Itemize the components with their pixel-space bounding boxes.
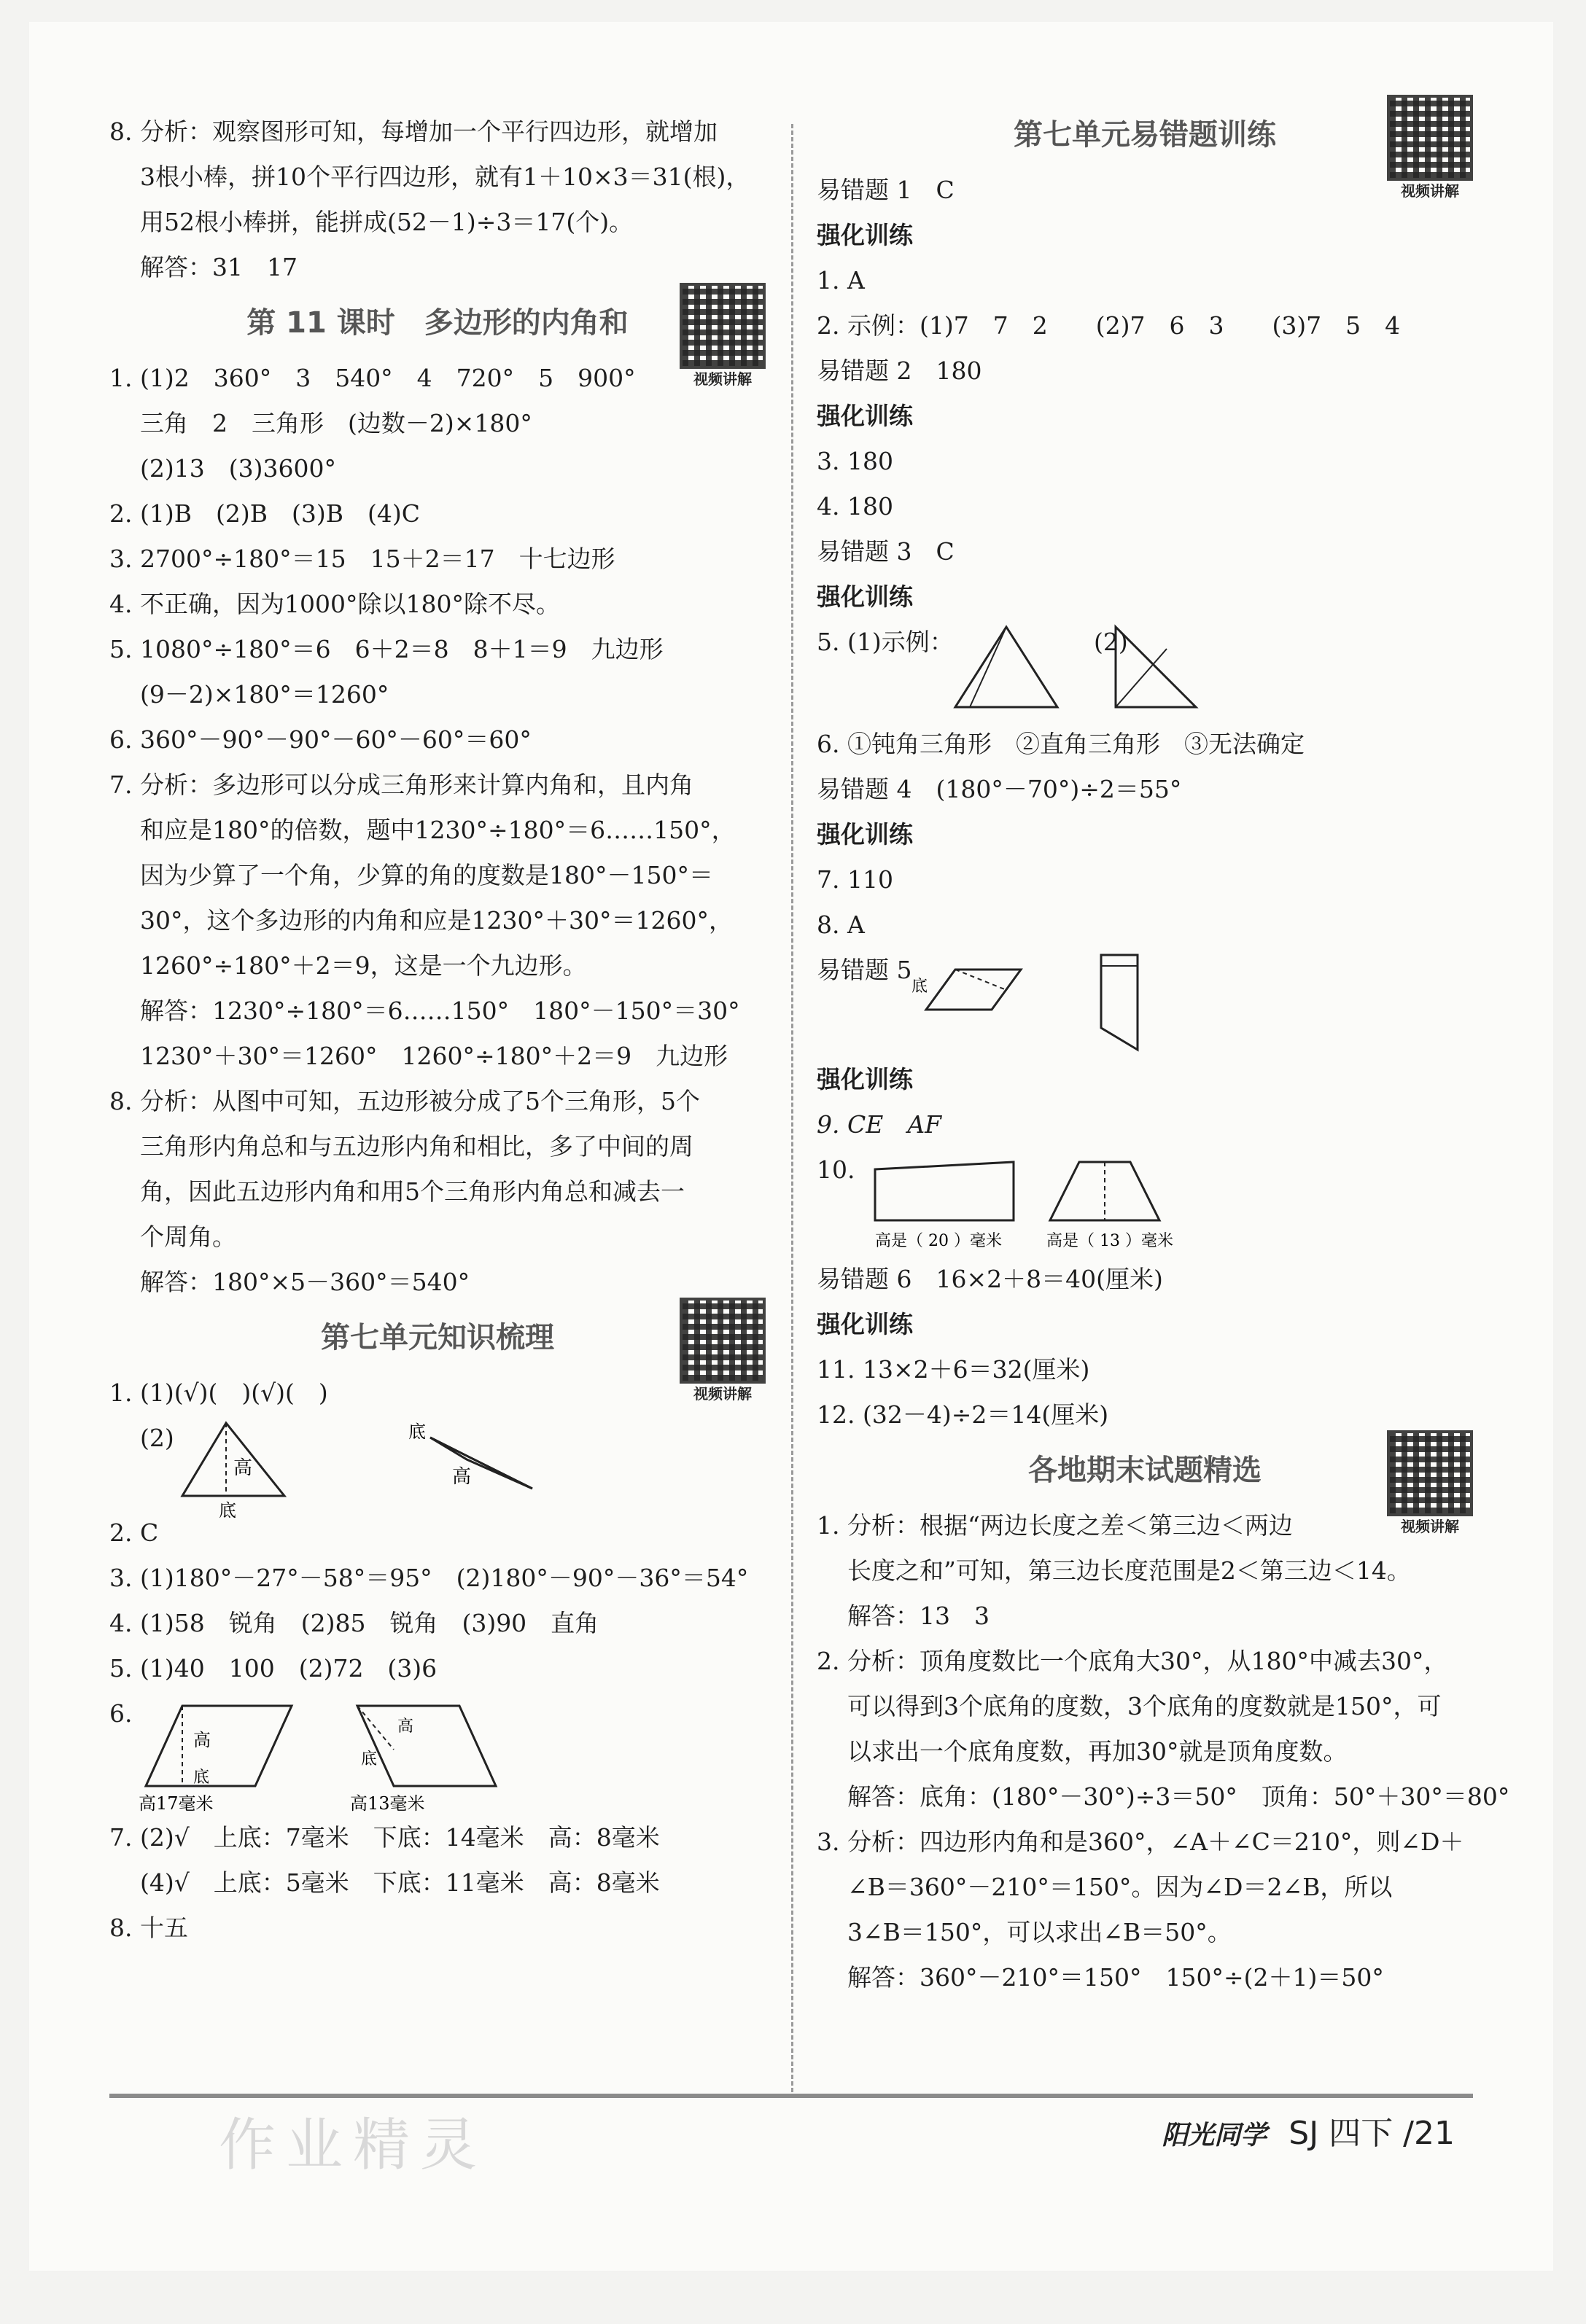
answer-line: (2)	[140, 1424, 174, 1452]
qr-code[interactable]	[680, 283, 766, 389]
answer-line: 1. 分析：根据“两边长度之差＜第三边＜两边	[817, 1511, 1293, 1540]
qr-icon	[1387, 1430, 1473, 1516]
svg-text:高: 高	[193, 1730, 211, 1750]
answer-line: 10.	[817, 1155, 855, 1184]
triangle-example-diagram	[948, 620, 1313, 722]
answer-line: 5. (1)示例：	[817, 628, 954, 656]
practice-label: 强化训练	[817, 221, 913, 249]
answer-line: 解答：360°－210°＝150° 150°÷(2＋1)＝50°	[847, 1963, 1384, 1992]
answer-line: 7. 分析：多边形可以分成三角形来计算内角和，且内角	[109, 771, 693, 799]
svg-text:底: 底	[361, 1750, 378, 1769]
answer-line: 易错题 5	[817, 956, 912, 984]
triangle-examples	[817, 620, 1473, 722]
base-label: 底	[408, 1422, 426, 1442]
height-label: 高	[233, 1457, 253, 1479]
answer-line: 可以得到3个底角的度数，3个底角的度数就是150°，可	[847, 1692, 1442, 1720]
answer-line: 易错题 4 (180°－70°)÷2＝55°	[817, 775, 1182, 803]
practice-label: 强化训练	[817, 820, 913, 849]
answer-line: 解答：底角：(180°－30°)÷3＝50° 顶角：50°＋30°＝80°	[847, 1782, 1510, 1811]
answer-line: 8. A	[817, 911, 865, 939]
answer-line: 个周角。	[140, 1223, 236, 1251]
answer-line: 长度之和”可知，第三边长度范围是2＜第三边＜14。	[847, 1556, 1411, 1585]
figure-caption: 高是（ 13 ）毫米	[1046, 1232, 1173, 1250]
answer-line: 以求出一个底角度数，再加30°就是顶角度数。	[847, 1737, 1348, 1766]
practice-label: 强化训练	[817, 402, 913, 430]
answer-line: 6. 360°－90°－90°－60°－60°＝60°	[109, 725, 532, 754]
answer-line: 1. (1)(√)( )(√)( )	[109, 1379, 328, 1407]
section-title: 第七单元易错题训练	[1014, 118, 1276, 152]
qr-label: 视频讲解	[1401, 182, 1459, 200]
triangle-figures	[109, 1416, 766, 1521]
svg-text:高: 高	[397, 1717, 414, 1736]
answer-line: 4. 180	[817, 492, 893, 520]
answer-line: 5. 1080°÷180°＝6 6＋2＝8 8＋1＝9 九边形	[109, 635, 664, 663]
qr-label: 视频讲解	[693, 1385, 752, 1403]
answer-line: 6.	[109, 1699, 133, 1728]
section-title: 各地期末试题精选	[1028, 1454, 1262, 1487]
answer-line: 解答：13 3	[847, 1602, 990, 1630]
answer-line: 11. 13×2＋6＝32(厘米)	[817, 1355, 1090, 1384]
answer-line: 易错题 2 180	[817, 356, 982, 385]
height-label: 高	[452, 1466, 472, 1488]
figure-caption: 高17毫米	[139, 1793, 214, 1814]
answer-line: 易错题 1 C	[817, 176, 955, 204]
practice-label: 强化训练	[817, 1065, 913, 1093]
answer-line: 解答：180°×5－360°＝540°	[140, 1268, 470, 1296]
answer-line: (9－2)×180°＝1260°	[140, 680, 389, 709]
answer-line: 2. 分析：顶角度数比一个底角大30°，从180°中减去30°，	[817, 1647, 1448, 1675]
answer-line: 8. 十五	[109, 1914, 188, 1942]
figure-caption: 高是（ 20 ）毫米	[875, 1232, 1002, 1250]
answer-line: ∠B＝360°－210°＝150°。因为∠D＝2∠B，所以	[847, 1873, 1393, 1901]
answer-line: 4. 不正确，因为1000°除以180°除不尽。	[109, 590, 560, 618]
triangle-diagram	[139, 1416, 649, 1521]
qr-icon	[680, 283, 766, 369]
answer-line: 8. 分析：观察图形可知，每增加一个平行四边形，就增加	[109, 117, 718, 146]
answer-line: 8. 分析：从图中可知，五边形被分成了5个三角形，5个	[109, 1087, 700, 1115]
answer-line: 5. (1)40 100 (2)72 (3)6	[109, 1654, 438, 1682]
section-title: 第 11 课时 多边形的内角和	[246, 306, 629, 340]
right-column	[817, 102, 1510, 2000]
practice-label: 强化训练	[817, 1310, 913, 1338]
answer-line: 1. (1)2 360° 3 540° 4 720° 5 900°	[109, 364, 636, 392]
answer-line: 和应是180°的倍数，题中1230°÷180°＝6……150°，	[140, 816, 736, 844]
answer-line: 3. 分析：四边形内角和是360°，∠A＋∠C＝210°，则∠D＋	[817, 1828, 1464, 1856]
answer-line: 9. CE AF	[817, 1110, 942, 1139]
answer-line: (2)13 (3)3600°	[140, 454, 336, 483]
practice-label: 强化训练	[817, 582, 913, 611]
height-figures	[817, 948, 1473, 1057]
answer-line: 因为少算了一个角，少算的角的度数是180°－150°＝	[140, 861, 713, 889]
trapezoid-diagram	[868, 1147, 1305, 1257]
page-footer	[1162, 2107, 1455, 2153]
answer-line: (4)√ 上底：5毫米 下底：11毫米 高：8毫米	[140, 1868, 660, 1897]
answer-line: (2)	[1094, 628, 1128, 656]
base-label: 底	[219, 1500, 236, 1521]
base-label: 底	[911, 978, 928, 996]
svg-text:底: 底	[193, 1769, 210, 1787]
parallelogram-diagram	[139, 1691, 649, 1815]
trapezoid-figures	[817, 1147, 1473, 1257]
answer-line: 易错题 3 C	[817, 537, 955, 566]
answer-line: 解答：31 17	[140, 253, 298, 281]
answer-line: 角，因此五边形内角和用5个三角形内角总和减去一	[140, 1177, 685, 1206]
column-divider	[791, 124, 793, 2092]
qr-label: 视频讲解	[693, 370, 752, 388]
qr-code[interactable]	[1387, 1430, 1473, 1537]
brand-logo: 阳光同学	[1162, 2121, 1267, 2151]
section-title: 第七单元知识梳理	[321, 1321, 554, 1354]
answer-line: 易错题 6 16×2＋8＝40(厘米)	[817, 1265, 1163, 1293]
answer-line: 1260°÷180°＋2＝9，这是一个九边形。	[140, 951, 587, 980]
answer-line: 2. C	[109, 1518, 159, 1547]
answer-line: 1. A	[817, 266, 865, 295]
answer-line: 解答：1230°÷180°＝6……150° 180°－150°＝30°	[140, 997, 740, 1025]
height-diagram	[911, 955, 1364, 1064]
footer-rule	[109, 2094, 1473, 2098]
qr-icon	[1387, 95, 1473, 181]
page-number: SJ 四下 /21	[1288, 2115, 1455, 2152]
answer-line: 7. 110	[817, 865, 893, 894]
answer-line: 4. (1)58 锐角 (2)85 锐角 (3)90 直角	[109, 1609, 599, 1637]
answer-line: 3. 2700°÷180°＝15 15＋2＝17 十七边形	[109, 545, 615, 573]
answer-line: 6. ①钝角三角形 ②直角三角形 ③无法确定	[817, 730, 1305, 758]
answer-line: 三角形内角总和与五边形内角和相比，多了中间的周	[140, 1132, 693, 1161]
answer-line: 1230°＋30°＝1260° 1260°÷180°＋2＝9 九边形	[140, 1042, 728, 1070]
answer-line: 30°，这个多边形的内角和应是1230°＋30°＝1260°，	[140, 906, 733, 935]
qr-code[interactable]	[1387, 95, 1473, 201]
figure-caption: 高13毫米	[350, 1793, 425, 1814]
answer-line: 用52根小棒拼，能拼成(52－1)÷3＝17(个)。	[140, 208, 634, 236]
parallelogram-figures	[109, 1691, 766, 1815]
answer-line: 7. (2)√ 上底：7毫米 下底：14毫米 高：8毫米	[109, 1823, 660, 1852]
answer-line: 3. (1)180°－27°－58°＝95° (2)180°－90°－36°＝54°	[109, 1564, 749, 1592]
qr-label: 视频讲解	[1401, 1518, 1459, 1535]
answer-line: 3根小棒，拼10个平行四边形，就有1＋10×3＝31(根)，	[140, 163, 750, 191]
qr-code[interactable]	[680, 1298, 766, 1404]
left-column	[109, 109, 766, 1951]
answer-line: 3∠B＝150°，可以求出∠B＝50°。	[847, 1918, 1232, 1946]
answer-line: 2. 示例：(1)7 7 2 (2)7 6 3 (3)7 5 4	[817, 311, 1401, 340]
answer-line: 12. (32－4)÷2＝14(厘米)	[817, 1400, 1109, 1429]
answer-line: 三角 2 三角形 (边数－2)×180°	[140, 409, 532, 437]
answer-line: 2. (1)B (2)B (3)B (4)C	[109, 499, 420, 528]
watermark: 作业精灵	[219, 2113, 488, 2178]
answer-line: 3. 180	[817, 447, 893, 475]
qr-icon	[680, 1298, 766, 1384]
